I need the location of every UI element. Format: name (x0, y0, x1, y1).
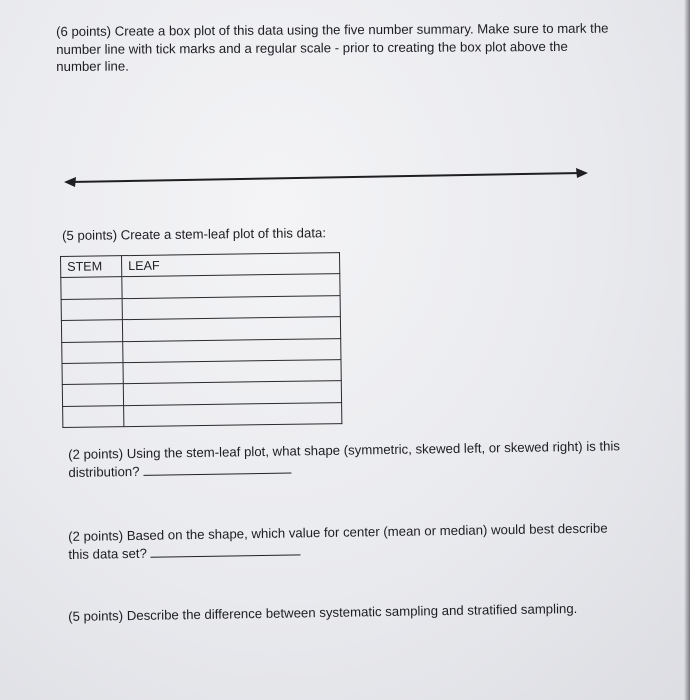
right-arrow-icon (576, 168, 588, 178)
stem-cell[interactable] (63, 405, 124, 427)
page-edge-shadow (684, 0, 690, 700)
leaf-cell[interactable] (123, 359, 341, 383)
stem-cell[interactable] (61, 320, 122, 342)
number-line (62, 162, 592, 192)
leaf-cell[interactable] (122, 295, 340, 319)
leaf-cell[interactable] (123, 338, 341, 362)
stem-cell[interactable] (62, 363, 123, 385)
leaf-cell[interactable] (122, 317, 340, 341)
left-arrow-icon (64, 177, 76, 187)
leaf-cell[interactable] (123, 381, 341, 405)
question-center (68, 519, 628, 563)
leaf-header: LEAF (122, 253, 340, 277)
question-shape (68, 437, 628, 481)
stem-leaf-table (60, 252, 342, 428)
table-row[interactable] (63, 402, 342, 427)
stem-cell[interactable] (61, 277, 122, 299)
leaf-cell[interactable] (122, 274, 340, 298)
question-center-text: (2 points) Based on the shape, which value for center (mean or median) would best describe this data set? (68, 520, 608, 562)
center-answer-blank[interactable] (150, 544, 300, 557)
question-stem-leaf: (5 points) Create a stem-leaf plot of this data: (62, 225, 327, 243)
leaf-cell[interactable] (124, 402, 342, 426)
shape-answer-blank[interactable] (143, 462, 291, 475)
question-sampling: (5 points) Describe the difference between systematic sampling and stratified sampling. (68, 601, 578, 624)
question-shape-text: (2 points) Using the stem-leaf plot, what shape (symmetric, skewed left, or skewed right) is this distribution? (68, 438, 621, 480)
stem-cell[interactable] (62, 384, 123, 406)
stem-cell[interactable] (62, 341, 123, 363)
stem-header: STEM (61, 256, 122, 278)
stem-cell[interactable] (61, 298, 122, 320)
question-box-plot: (6 points) Create a box plot of this data using the five number summary. Make sure to mark the number line with tick marks and a regular scale - prior to creating the box plot above the number line. (56, 20, 609, 74)
